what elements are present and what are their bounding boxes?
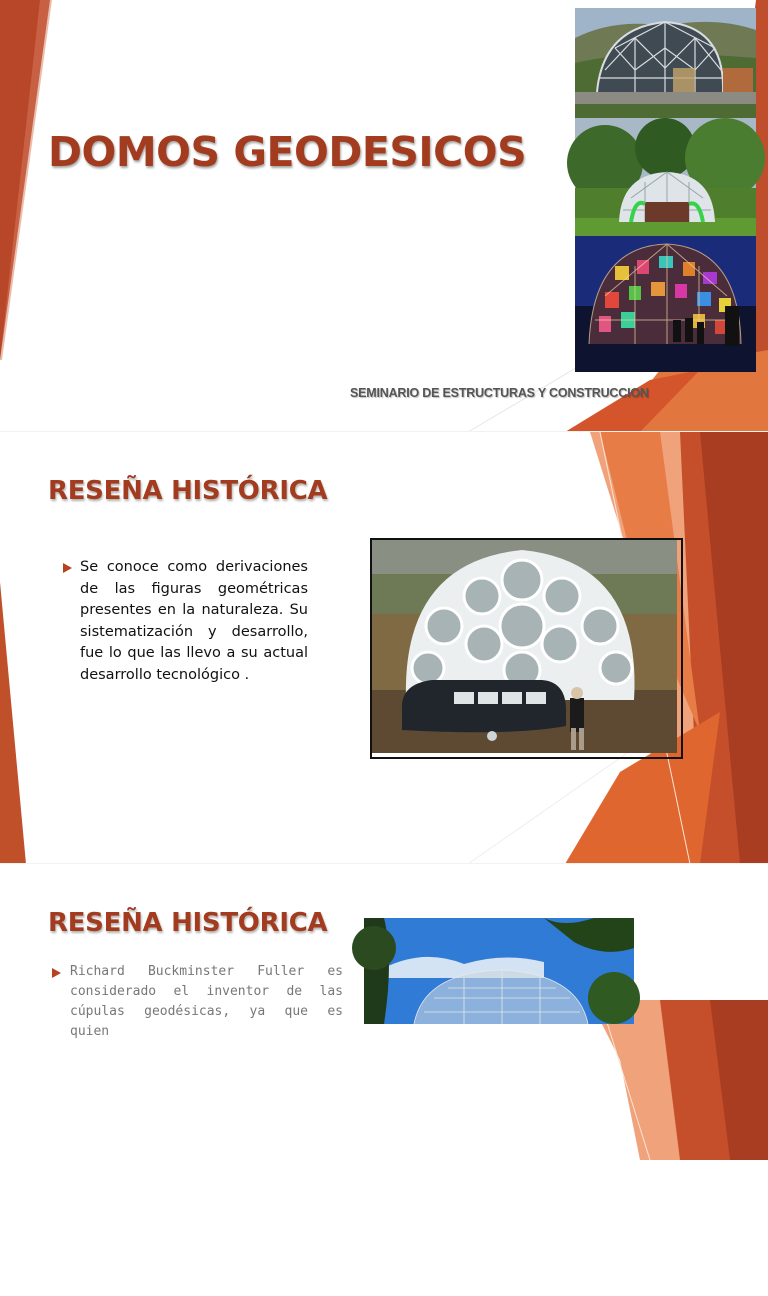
- geodesic-dome-house-photo: [575, 8, 756, 118]
- presentation-subtitle: SEMINARIO DE ESTRUCTURAS Y CONSTRUCCION: [350, 386, 649, 400]
- slide-title: [0, 0, 768, 432]
- slide-historical-review-2: [0, 864, 768, 1039]
- section-title: RESEÑA HISTÓRICA: [48, 908, 328, 938]
- illuminated-dome-night-photo: [575, 236, 756, 372]
- bullet-arrow-icon: [52, 968, 61, 978]
- montreal-biosphere-photo: [364, 918, 634, 1024]
- historical-paragraph: Se conoce como derivaciones de las figuras geométricas presentes en la naturaleza. Su sistematización y desarrollo, fue lo que las llevo a su actual desarrollo tecnológico .: [80, 559, 308, 683]
- section-title: RESEÑA HISTÓRICA: [48, 476, 328, 506]
- bullet-arrow-icon: [63, 563, 72, 573]
- presentation-title: DOMOS GEODESICOS: [48, 128, 527, 176]
- geodesic-dome-park-photo: [575, 118, 756, 236]
- fly-eye-dome-with-bus-photo: [370, 538, 683, 759]
- slide-historical-review-1: [0, 432, 768, 864]
- historical-paragraph: Richard Buckminster Fuller es considerado el inventor de las cúpulas geodésicas, ya que es quien: [70, 964, 343, 1039]
